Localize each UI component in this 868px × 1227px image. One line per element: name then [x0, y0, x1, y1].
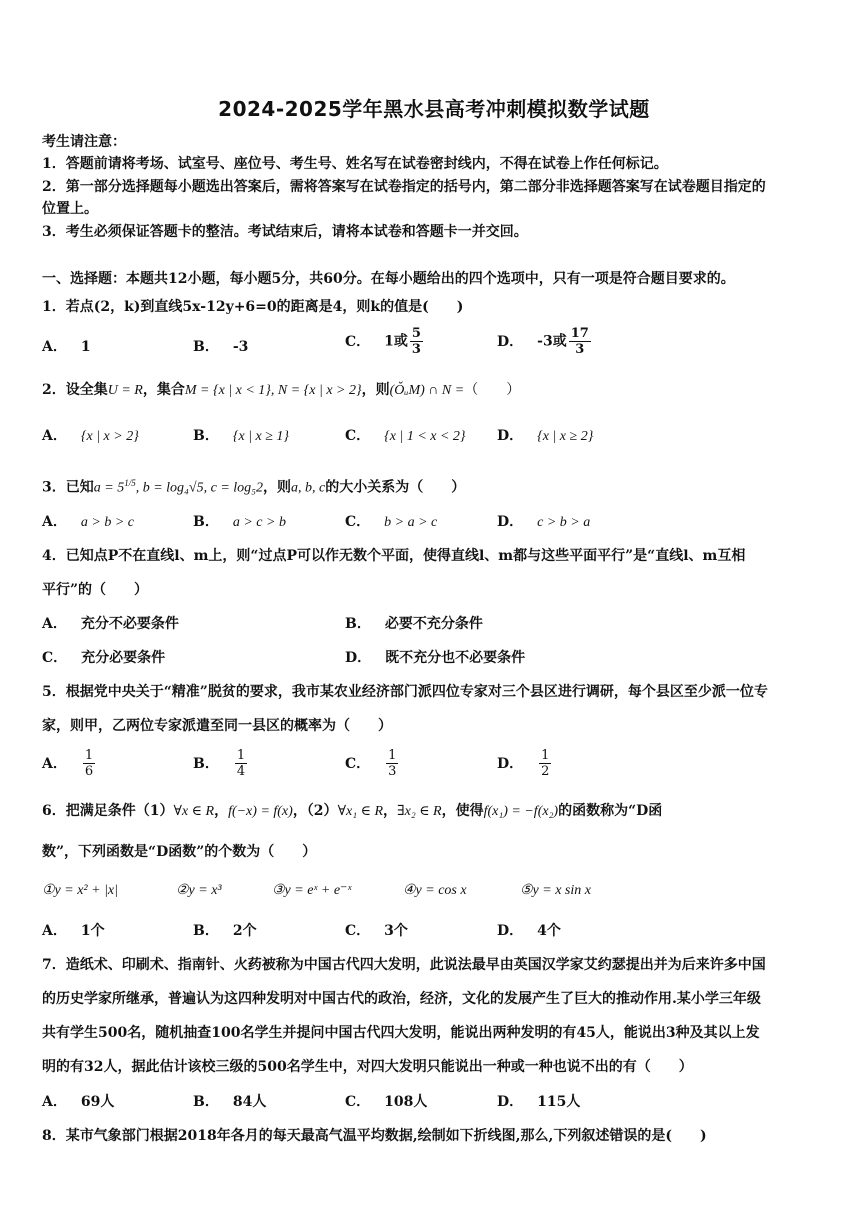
page-title: 2024-2025学年黑水县高考冲刺模拟数学试题 [218, 97, 650, 121]
question-2-stem: 2．设全集U = R，集合M = {x | x < 1}, N = {x | x > 2}，则(ǑᵤM) ∩ N =（ ） [42, 382, 521, 398]
question-5-line: 家，则甲，乙两位专家派遣至同一县区的概率为（ ） [42, 718, 392, 734]
q1-option-a: A． 1 [42, 339, 91, 355]
q6-option-b: B． 2个 [193, 923, 257, 939]
q6-function-5: ⑤y = x sin x [520, 883, 591, 898]
q1-option-d: D． -3或 $\frac{17}{3}$ [497, 326, 589, 357]
question-7-line: 共有学生500名，随机抽查100名学生并提问中国古代四大发明，能说出两种发明的有45人，能说出3种及其以上发 [42, 1025, 760, 1041]
q4-option-c: C． 充分必要条件 [42, 650, 166, 666]
q7-option-c: C． 108人 [345, 1094, 428, 1110]
q4-option-a: A． 充分不必要条件 [42, 616, 179, 632]
question-5-line: 5．根据党中央关于“精准”脱贫的要求，我市某农业经济部门派四位专家对三个县区进行调研，每个县区至少派一位专 [42, 684, 768, 700]
q3-option-d: D． c > b > a [497, 514, 591, 530]
q5-option-d: D． $\frac{1}{2}$ [497, 748, 550, 779]
q5-option-b: B． $\frac{1}{4}$ [193, 748, 246, 779]
q6-function-3: ③y = eˣ + e⁻ˣ [272, 883, 352, 898]
q2-option-d: D． {x | x ≥ 2} [497, 428, 594, 444]
q7-option-b: B． 84人 [193, 1094, 267, 1110]
notice-item: 1．答题前请将考场、试室号、座位号、考生号、姓名写在试卷密封线内，不得在试卷上作任何标记。 [42, 156, 668, 172]
q5-option-a: A． $\frac{1}{6}$ [42, 748, 94, 779]
q6-option-d: D． 4个 [497, 923, 561, 939]
notice-item: 3．考生必须保证答题卡的整洁。考试结束后，请将本试卷和答题卡一并交回。 [42, 224, 528, 240]
q1-option-c: C． 1或 $\frac{5}{3}$ [345, 326, 421, 357]
q4-option-b: B． 必要不充分条件 [345, 616, 483, 632]
question-3-stem: 3．已知$a = 5^{1/5}$, b = log₄√5, c = log₅2，则a, b, c的大小关系为（ ） [42, 478, 466, 496]
notice-item: 位置上。 [42, 201, 98, 217]
notice-heading: 考生请注意： [42, 134, 126, 150]
question-8-stem: 8．某市气象部门根据2018年各月的每天最高气温平均数据,绘制如下折线图,那么,下列叙述错误的是( ) [42, 1128, 707, 1144]
q6-function-1: ①y = x² + |x| [42, 883, 118, 898]
q2-option-b: B． {x | x ≥ 1} [193, 428, 290, 444]
question-1-stem: 1．若点(2，k)到直线5x-12y+6=0的距离是4，则k的值是( ) [42, 299, 464, 315]
q3-option-a: A． a > b > c [42, 514, 134, 530]
q2-option-c: C． {x | 1 < x < 2} [345, 428, 466, 444]
question-6-line: 6．把满足条件（1）∀x ∈ R，f(−x) = f(x)，（2）∀x₁ ∈ R，∃x₂ ∈ R，使得f(x₁) = −f(x₂)的函数称为“D函 [42, 803, 663, 819]
q3-option-c: C． b > a > c [345, 514, 438, 530]
question-7-line: 7．造纸术、印刷术、指南针、火药被称为中国古代四大发明，此说法最早由英国汉学家艾约瑟提出并为后来许多中国 [42, 957, 766, 973]
question-4-line: 4．已知点P不在直线l、m上，则“过点P可以作无数个平面，使得直线l、m都与这些平面平行”是“直线l、m互相 [42, 548, 746, 564]
q1-option-b: B． -3 [193, 339, 249, 355]
section-heading: 一、选择题：本题共12小题，每小题5分，共60分。在每小题给出的四个选项中，只有一项是符合题目要求的。 [42, 271, 735, 287]
q6-function-2: ②y = x³ [176, 883, 222, 898]
question-7-line: 的历史学家所继承，普遍认为这四种发明对中国古代的政治，经济，文化的发展产生了巨大的推动作用.某小学三年级 [42, 991, 761, 1007]
q3-option-b: B． a > c > b [193, 514, 286, 530]
q4-option-d: D． 既不充分也不必要条件 [345, 650, 526, 666]
question-4-line: 平行”的（ ） [42, 582, 149, 598]
notice-item: 2．第一部分选择题每小题选出答案后，需将答案写在试卷指定的括号内，第二部分非选择题答案写在试卷题目指定的 [42, 179, 766, 195]
question-6-line: 数”，下列函数是“D函数”的个数为（ ） [42, 844, 317, 860]
question-7-line: 明的有32人，据此估计该校三级的500名学生中，对四大发明只能说出一种或一种也说不出的有（ ） [42, 1059, 693, 1075]
q6-function-4: ④y = cos x [403, 883, 467, 898]
q6-option-c: C． 3个 [345, 923, 408, 939]
q6-option-a: A． 1个 [42, 923, 105, 939]
q7-option-a: A． 69人 [42, 1094, 115, 1110]
q2-option-a: A． {x | x > 2} [42, 428, 139, 444]
q5-option-c: C． $\frac{1}{3}$ [345, 748, 397, 779]
q7-option-d: D． 115人 [497, 1094, 581, 1110]
